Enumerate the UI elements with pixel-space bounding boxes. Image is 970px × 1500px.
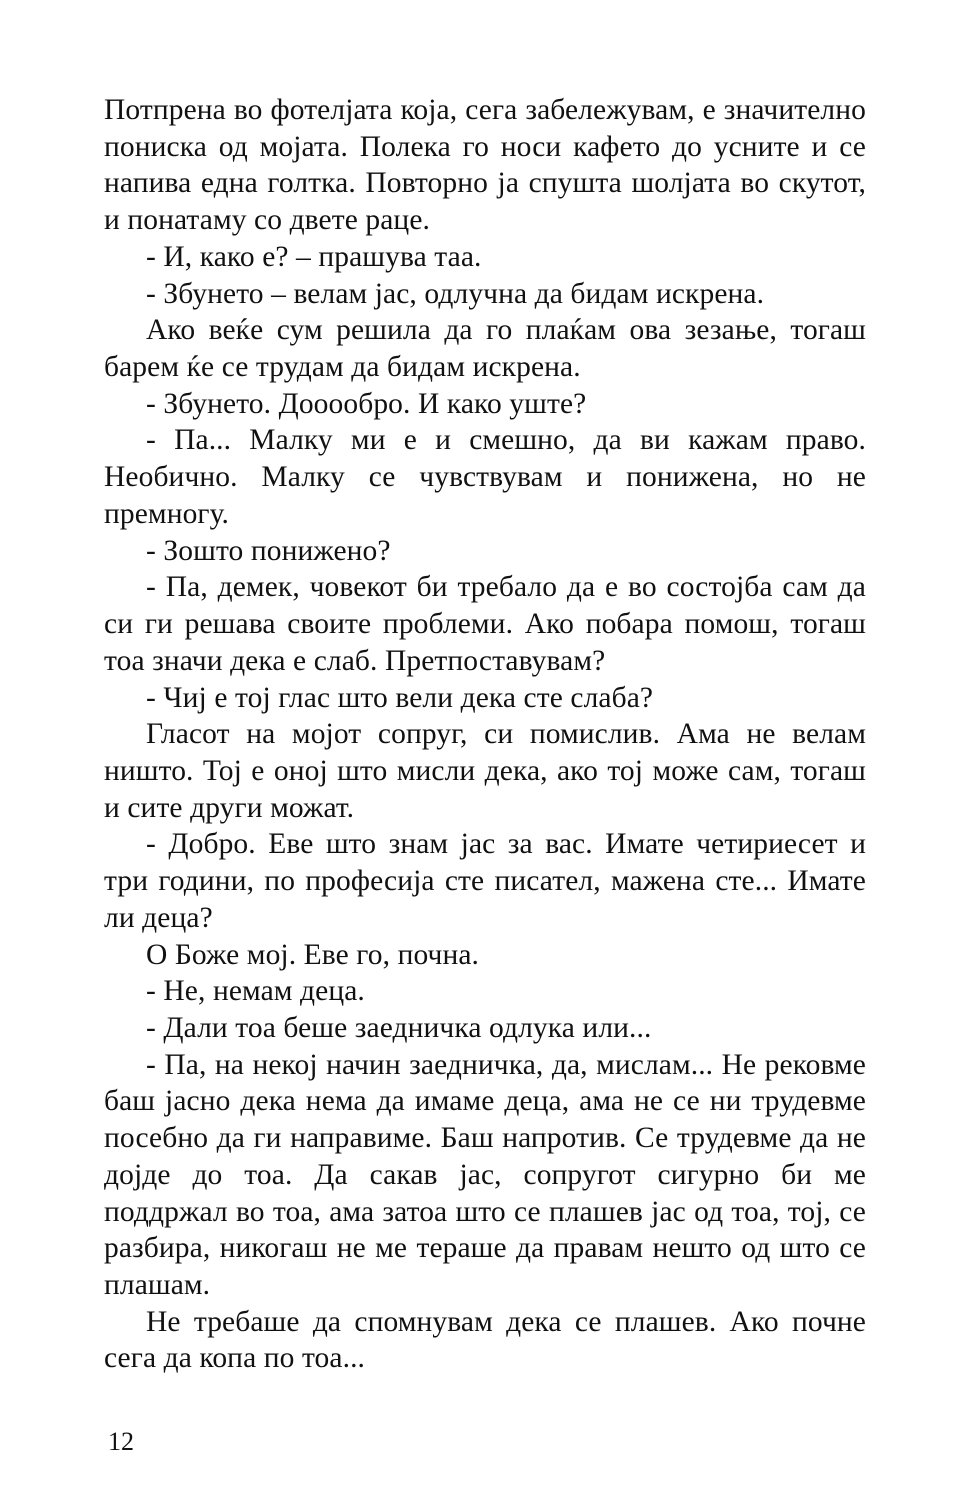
paragraph: - Чиј е тој глас што вели дека сте слаба? bbox=[146, 681, 654, 714]
paragraph: - Дали тоа беше заедничка одлука или... bbox=[146, 1011, 652, 1044]
paragraph: - И, како е? – прашува таа. bbox=[146, 240, 482, 273]
paragraph: - Зошто понижено? bbox=[146, 534, 391, 567]
paragraph: Ако веќе сум решила да го плаќам ова зезање, тогаш барем ќе се трудам да бидам искрена. bbox=[104, 314, 866, 384]
paragraph: - Не, немам деца. bbox=[146, 975, 365, 1008]
paragraph: - Збунето. Дооообро. И како уште? bbox=[146, 387, 587, 420]
paragraph: - Добро. Еве што знам јас за вас. Имате четириесет и три години, по професија сте писател, мажена сте... Имате ли деца? bbox=[104, 828, 866, 934]
paragraph: - Па, демек, човекот би требало да е во состојба сам да си ги решава своите проблеми. Ако побара помош, тогаш тоа значи дека е слаб. Претпоставувам? bbox=[104, 571, 866, 677]
paragraph: - Збунето – велам јас, одлучна да бидам искрена. bbox=[146, 277, 765, 310]
body-text-column bbox=[104, 92, 866, 1377]
paragraph: - Па... Малку ми е и смешно, да ви кажам право. Необично. Малку се чувствувам и понижена, но не премногу. bbox=[104, 424, 866, 530]
page-number: 12 bbox=[108, 1427, 134, 1456]
paragraph: Не требаше да спомнувам дека се плашев. Ако почне сега да копа по тоа... bbox=[104, 1305, 866, 1375]
paragraph: О Боже мој. Еве го, почна. bbox=[146, 938, 480, 971]
paragraph: Гласот на мојот сопруг, си помислив. Ама не велам ништо. Тој е оној што мисли дека, ако тој може сам, тогаш и сите други можат. bbox=[104, 718, 866, 824]
paragraph: Потпрена во фотелјата која, сега забележувам, е значително пониска од мојата. Полека го носи кафето до усните и се напива една голтка. Повторно ја спушта шолјата во скутот, и понатаму со двете раце. bbox=[104, 94, 866, 237]
paragraph: - Па, на некој начин заедничка, да, мислам... Не рековме баш јасно дека нема да имаме деца, ама не се ни трудевме посебно да ги направиме. Баш напротив. Се трудевме да не дојде до тоа. Да сакав јас, сопругот сигурно би ме поддржал во тоа, ама затоа што се плашев јас од тоа, тој, се разбира, никогаш не ме тераше да правам нешто од што се плашам. bbox=[104, 1048, 866, 1301]
